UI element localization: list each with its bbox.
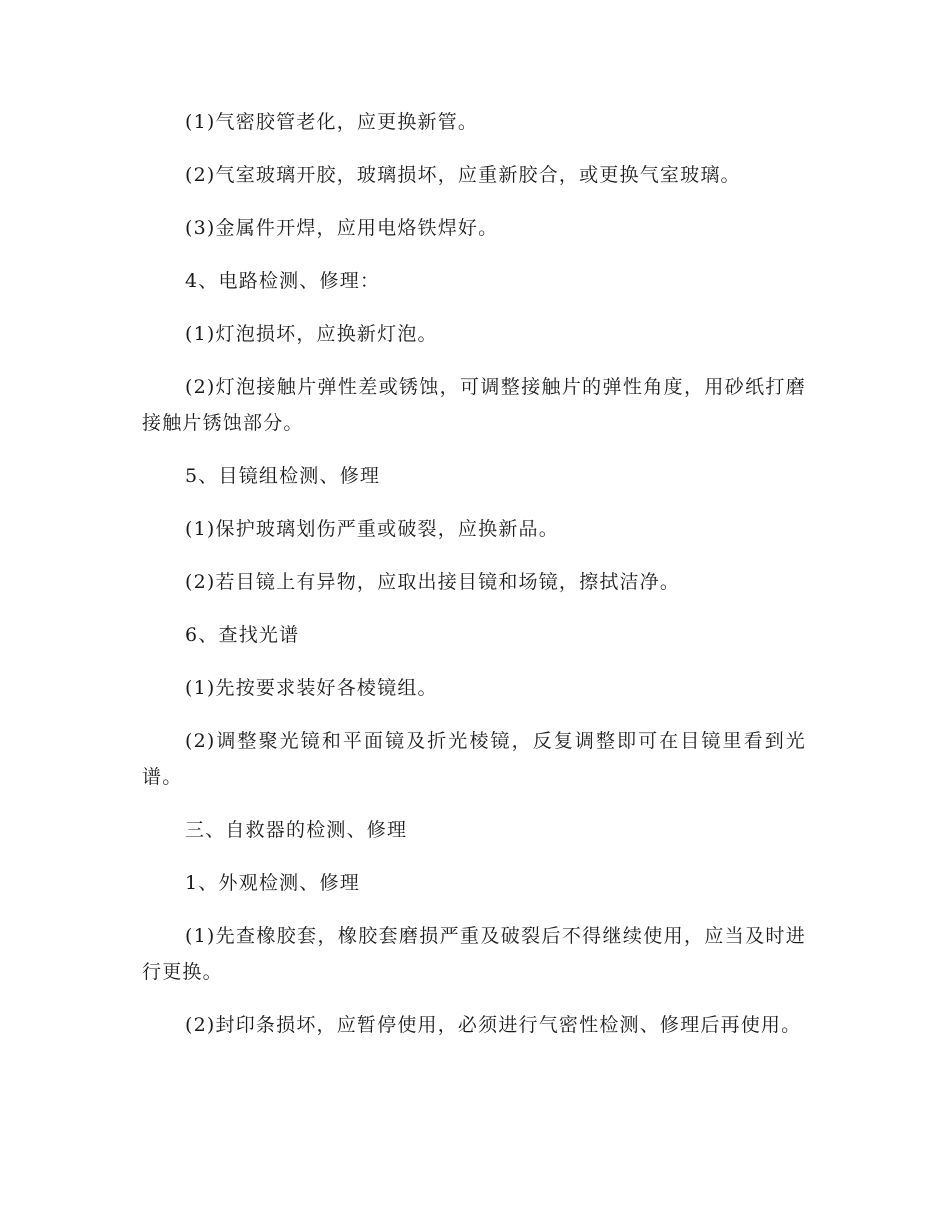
section-heading-spectrum: 6、查找光谱 (185, 624, 300, 646)
paragraph-16: (2)封印条损坏，应暂停使用，必须进行气密性检测、修理后再使用。 (185, 1014, 802, 1036)
paragraph-11: (1)先按要求装好各棱镜组。 (185, 677, 438, 699)
paragraph-5: (1)灯泡损坏，应换新灯泡。 (185, 323, 438, 345)
paragraph-2: (2)气室玻璃开胶，玻璃损坏，应重新胶合，或更换气室玻璃。 (185, 164, 741, 186)
section-heading-circuit: 4、电路检测、修理： (185, 270, 381, 292)
paragraph-8: (1)保护玻璃划伤严重或破裂，应换新品。 (185, 518, 559, 540)
paragraph-3: (3)金属件开焊，应用电烙铁焊好。 (185, 217, 499, 239)
section-heading-appearance: 1、外观检测、修理 (185, 872, 360, 894)
paragraph-12: (2)调整聚光镜和平面镜及折光棱镜，反复调整即可在目镜里看到光谱。 (142, 730, 806, 788)
paragraph-1: (1)气密胶管老化，应更换新管。 (185, 111, 479, 133)
document-body (142, 104, 806, 1060)
chapter-heading-self-rescuer: 三、自救器的检测、修理 (185, 819, 408, 841)
section-heading-eyepiece: 5、目镜组检测、修理 (185, 465, 381, 487)
paragraph-9: (2)若目镜上有异物，应取出接目镜和场镜，擦拭洁净。 (185, 571, 681, 593)
paragraph-6: (2)灯泡接触片弹性差或锈蚀，可调整接触片的弹性角度，用砂纸打磨接触片锈蚀部分。 (142, 376, 806, 434)
paragraph-15: (1)先查橡胶套，橡胶套磨损严重及破裂后不得继续使用，应当及时进行更换。 (142, 925, 806, 983)
